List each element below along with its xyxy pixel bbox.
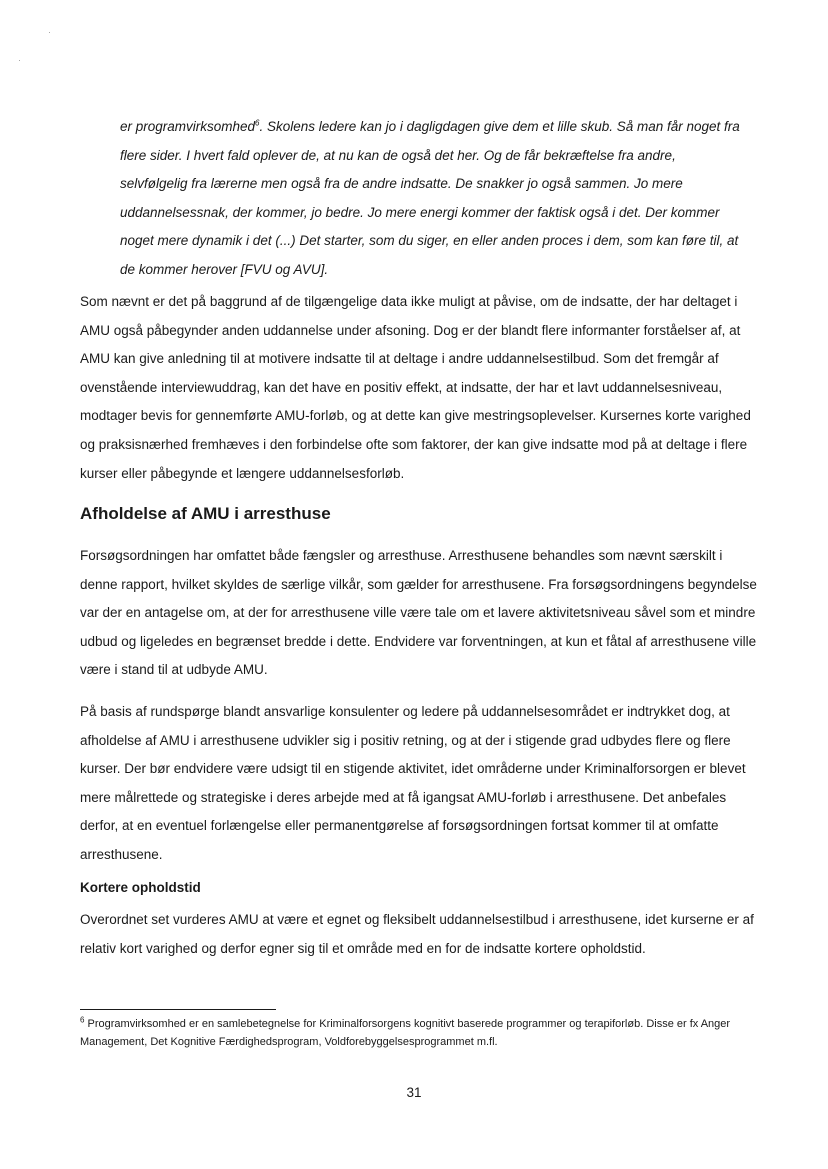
footnote-reference[interactable]: 6 [255,118,260,128]
interview-quote [120,113,740,285]
subsection-heading-opholdstid: Kortere opholdstid [80,880,201,895]
paragraph-rundsporge: På basis af rundspørge blandt ansvarlige konsulenter og ledere på uddannelsesområdet er indtrykket dog, at afholdelse af AMU i arresthusene udvikler sig i positiv retning, og at der i stigende grad udbydes flere og flere kurser. Der bør endvidere være udsigt til en stigende aktivitet, idet områderne under Kriminalforsorgen er blevet mere målrettede og strategiske i deres arbejde med at få igangsat AMU-forløb i arresthusene. Det anbefales derfor, at en eventuel forlængelse eller permanentgørelse af forsøgsordningen fortsat kommer til at omfatte arresthusene. [80,704,746,862]
page-number: 31 [406,1085,422,1100]
scan-speck: · [18,55,21,65]
quote-text-end: . Skolens ledere kan jo i dagligdagen give dem et lille skub. Så man får noget fra flere sider. I hvert fald oplever de, at nu kan de også det her. Og de får bekræftelse fra andre, selvfølgelig fra lærerne men også fra de andre indsatte. De snakker jo også sammen. Jo mere uddannelsessnak, der kommer, jo bedre. Jo mere energi kommer der faktisk også i det. Der kommer noget mere dynamik i det (...) Det starter, som du siger, en eller anden proces i dem, som kan føre til, at de kommer herover [FVU og AVU]. [120,119,740,277]
section-heading-arresthuse: Afholdelse af AMU i arresthuse [80,504,331,523]
scan-speck: · [48,27,51,37]
paragraph-amu-motivation: Som nævnt er det på baggrund af de tilgængelige data ikke muligt at påvise, om de indsatte, der har deltaget i AMU også påbegynder anden uddannelse under afsoning. Dog er der blandt flere informanter forståelser af, at AMU kan give anledning til at motivere indsatte til at deltage i andre uddannelsestilbud. Som det fremgår af ovenstående interviewuddrag, kan det have en positiv effekt, at indsatte, der har et lavt uddannelsesniveau, modtager bevis for gennemførte AMU-forløb, og at dette kan give mestringsoplevelser. Kursernes korte varighed og praksisnærhed fremhæves i den forbindelse ofte som faktorer, der kan give indsatte mod på at deltage i flere kurser eller påbegynde et længere uddannelsesforløb. [80,294,751,481]
paragraph-forsogsordning: Forsøgsordningen har omfattet både fængsler og arresthuse. Arresthusene behandles som nævnt særskilt i denne rapport, hvilket skyldes de særlige vilkår, som gælder for arresthusene. Fra forsøgsordningens begyndelse var der en antagelse om, at der for arresthusene ville være tale om et lavere aktivitetsniveau såvel som et mindre udbud og ligeledes en begrænset bredde i dette. Endvidere var forventningen, at kun et fåtal af arresthusene ville være i stand til at udbyde AMU. [80,548,757,678]
footnote-separator [80,1009,276,1010]
footnote [80,1015,770,1051]
footnote-marker: 6 [80,1015,85,1025]
quote-text-start: er programvirksomhed [120,119,256,134]
footnote-text: Programvirksomhed er en samlebetegnelse for Kriminalforsorgens kognitivt baserede programmer og terapiforløb. Disse er fx Anger Management, Det Kognitive Færdighedsprogram, Voldforebyggelsesprogrammet m.fl. [80,1018,731,1048]
paragraph-opholdstid: Overordnet set vurderes AMU at være et egnet og fleksibelt uddannelsestilbud i arresthusene, idet kurserne er af relativ kort varighed og derfor egner sig til et område med en for de indsatte kortere opholdstid. [80,912,754,956]
